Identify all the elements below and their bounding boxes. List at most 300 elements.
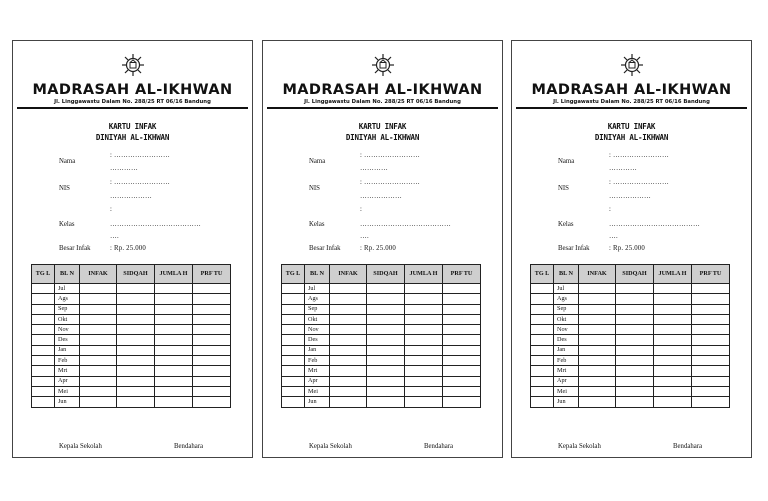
table-header-cell: SIDQAH — [367, 265, 405, 284]
table-cell — [579, 345, 616, 355]
month-cell: Ags — [554, 294, 579, 304]
table-row — [531, 386, 730, 396]
kelas-label: Kelas — [558, 221, 574, 228]
infak-label: Besar Infak — [309, 245, 341, 252]
table-row — [32, 397, 231, 407]
table-cell — [616, 397, 654, 407]
table-cell — [155, 376, 193, 386]
card-subtitle: DINIYAH AL-IKHWAN — [95, 133, 170, 142]
month-cell: Des — [554, 335, 579, 345]
table-cell — [367, 376, 405, 386]
table-row — [531, 294, 730, 304]
infak-table — [530, 264, 730, 408]
table-row — [32, 356, 231, 366]
month-cell: Apr — [305, 376, 330, 386]
table-cell — [193, 335, 231, 345]
madrasah-emblem-icon — [620, 53, 644, 77]
table-row — [282, 356, 481, 366]
table-header-cell: INFAK — [80, 265, 117, 284]
table-cell — [32, 397, 55, 407]
table-cell — [32, 294, 55, 304]
month-cell: Sep — [55, 304, 80, 314]
infak-value: : Rp. 25.000 — [609, 245, 646, 252]
month-cell: Apr — [554, 376, 579, 386]
principal-signature-label: Kepala Sekolah — [309, 443, 352, 450]
month-cell: Apr — [55, 376, 80, 386]
table-row — [32, 284, 231, 294]
table-cell — [117, 345, 155, 355]
nama-value-cont: ………… — [360, 165, 388, 172]
principal-signature-label: Kepala Sekolah — [558, 443, 601, 450]
table-cell — [80, 284, 117, 294]
table-row — [32, 376, 231, 386]
table-cell — [330, 386, 367, 396]
month-cell: Jan — [305, 345, 330, 355]
table-cell — [531, 386, 554, 396]
table-cell — [443, 366, 481, 376]
table-cell — [531, 345, 554, 355]
table-header-cell: SIDQAH — [117, 265, 155, 284]
table-cell — [282, 284, 305, 294]
table-cell — [531, 397, 554, 407]
table-cell — [531, 304, 554, 314]
table-cell — [579, 386, 616, 396]
table-cell — [282, 335, 305, 345]
table-row — [531, 397, 730, 407]
nama-value-cont: ………… — [609, 165, 637, 172]
table-cell — [405, 397, 443, 407]
table-cell — [579, 397, 616, 407]
table-cell — [330, 314, 367, 324]
table-row — [282, 376, 481, 386]
month-cell: Mrt — [305, 366, 330, 376]
table-cell — [405, 304, 443, 314]
table-cell — [330, 304, 367, 314]
table-cell — [692, 325, 730, 335]
table-cell — [155, 304, 193, 314]
table-cell — [405, 376, 443, 386]
table-cell — [531, 325, 554, 335]
table-cell — [117, 284, 155, 294]
table-cell — [80, 376, 117, 386]
table-cell — [367, 345, 405, 355]
table-row — [32, 386, 231, 396]
table-cell — [80, 294, 117, 304]
table-cell — [579, 356, 616, 366]
table-cell — [367, 386, 405, 396]
table-row — [531, 284, 730, 294]
table-cell — [330, 325, 367, 335]
month-cell: Okt — [305, 314, 330, 324]
kelas-label: Kelas — [309, 221, 325, 228]
table-row — [282, 294, 481, 304]
table-cell — [155, 284, 193, 294]
table-header-cell: BL N — [554, 265, 579, 284]
card-title: KARTU INFAK — [607, 122, 656, 131]
table-cell — [654, 366, 692, 376]
table-cell — [80, 345, 117, 355]
nama-value: : …………………… — [609, 152, 669, 159]
table-cell — [155, 345, 193, 355]
month-cell: Feb — [55, 356, 80, 366]
table-cell — [117, 366, 155, 376]
table-cell — [32, 325, 55, 335]
table-cell — [155, 314, 193, 324]
madrasah-emblem-icon — [121, 53, 145, 77]
card-title: KARTU INFAK — [108, 122, 157, 131]
table-header-cell: BL N — [55, 265, 80, 284]
table-header-cell: BL N — [305, 265, 330, 284]
table-cell — [654, 376, 692, 386]
nama-label: Nama — [59, 158, 76, 165]
table-row — [531, 345, 730, 355]
separator-colon: : — [110, 206, 113, 213]
table-cell — [692, 366, 730, 376]
table-cell — [193, 366, 231, 376]
kelas-value: ………………………………… — [609, 221, 700, 228]
table-cell — [330, 284, 367, 294]
table-cell — [616, 284, 654, 294]
table-cell — [330, 356, 367, 366]
table-row — [32, 304, 231, 314]
card-subtitle: DINIYAH AL-IKHWAN — [345, 133, 420, 142]
table-cell — [80, 314, 117, 324]
month-cell: Jul — [55, 284, 80, 294]
table-cell — [616, 356, 654, 366]
madrasah-emblem-icon — [371, 53, 395, 77]
month-cell: Jul — [554, 284, 579, 294]
table-cell — [443, 335, 481, 345]
kelas-value: ………………………………… — [360, 221, 451, 228]
table-cell — [193, 356, 231, 366]
table-cell — [654, 345, 692, 355]
table-cell — [117, 294, 155, 304]
table-cell — [531, 376, 554, 386]
table-cell — [443, 284, 481, 294]
table-cell — [405, 386, 443, 396]
infak-value: : Rp. 25.000 — [360, 245, 397, 252]
table-cell — [443, 397, 481, 407]
month-cell: Des — [55, 335, 80, 345]
table-cell — [330, 335, 367, 345]
kelas-value-cont: …. — [110, 233, 119, 240]
table-cell — [692, 304, 730, 314]
table-row — [32, 335, 231, 345]
table-header-cell: INFAK — [330, 265, 367, 284]
table-cell — [531, 294, 554, 304]
table-cell — [80, 366, 117, 376]
header-divider — [17, 107, 248, 109]
table-header-row — [282, 265, 481, 284]
separator-colon: : — [360, 206, 363, 213]
table-cell — [443, 294, 481, 304]
table-cell — [654, 294, 692, 304]
kelas-value: ………………………………… — [110, 221, 201, 228]
table-cell — [32, 386, 55, 396]
table-cell — [282, 376, 305, 386]
table-header-cell: PRF TU — [193, 265, 231, 284]
table-row — [282, 314, 481, 324]
nis-value-cont: ……………… — [609, 193, 651, 200]
school-name: MADRASAH AL-IKHWAN — [531, 82, 732, 98]
table-cell — [579, 314, 616, 324]
table-header-cell: PRF TU — [443, 265, 481, 284]
nis-value: : …………………… — [609, 179, 669, 186]
table-cell — [32, 376, 55, 386]
table-cell — [367, 284, 405, 294]
school-name: MADRASAH AL-IKHWAN — [32, 82, 233, 98]
month-cell: Mei — [305, 386, 330, 396]
table-cell — [405, 366, 443, 376]
table-row — [282, 284, 481, 294]
table-cell — [531, 356, 554, 366]
month-cell: Jun — [55, 397, 80, 407]
table-header-cell: TG L — [282, 265, 305, 284]
table-row — [531, 366, 730, 376]
school-address: Jl. Linggawastu Dalam No. 288/25 RT 06/16 Bandung — [553, 99, 710, 105]
table-cell — [692, 294, 730, 304]
table-cell — [193, 314, 231, 324]
month-cell: Nov — [305, 325, 330, 335]
table-cell — [692, 284, 730, 294]
table-row — [32, 294, 231, 304]
treasurer-signature-label: Bendahara — [424, 443, 454, 450]
table-cell — [616, 325, 654, 335]
table-cell — [282, 366, 305, 376]
table-cell — [579, 294, 616, 304]
table-cell — [155, 294, 193, 304]
table-cell — [80, 397, 117, 407]
table-row — [32, 366, 231, 376]
month-cell: Jun — [305, 397, 330, 407]
table-header-cell: TG L — [531, 265, 554, 284]
table-cell — [367, 356, 405, 366]
table-row — [531, 325, 730, 335]
table-cell — [155, 335, 193, 345]
month-cell: Ags — [305, 294, 330, 304]
table-cell — [367, 314, 405, 324]
table-header-cell: JUMLA H — [405, 265, 443, 284]
table-cell — [282, 356, 305, 366]
infak-card-1 — [12, 40, 253, 458]
table-cell — [405, 325, 443, 335]
table-row — [282, 325, 481, 335]
month-cell: Okt — [55, 314, 80, 324]
table-row — [282, 335, 481, 345]
table-cell — [155, 397, 193, 407]
table-cell — [155, 325, 193, 335]
table-cell — [80, 356, 117, 366]
table-cell — [155, 366, 193, 376]
table-cell — [32, 345, 55, 355]
table-header-cell: PRF TU — [692, 265, 730, 284]
table-cell — [282, 294, 305, 304]
table-header-row — [531, 265, 730, 284]
infak-table — [31, 264, 231, 408]
separator-colon: : — [609, 206, 612, 213]
table-cell — [616, 386, 654, 396]
table-cell — [531, 314, 554, 324]
month-cell: Ags — [55, 294, 80, 304]
table-cell — [117, 376, 155, 386]
month-cell: Feb — [305, 356, 330, 366]
table-cell — [654, 356, 692, 366]
table-cell — [80, 335, 117, 345]
table-cell — [282, 345, 305, 355]
kelas-label: Kelas — [59, 221, 75, 228]
table-cell — [367, 366, 405, 376]
table-cell — [367, 335, 405, 345]
nis-label: NIS — [309, 185, 320, 192]
table-cell — [443, 345, 481, 355]
table-cell — [193, 397, 231, 407]
month-cell: Feb — [554, 356, 579, 366]
card-subtitle: DINIYAH AL-IKHWAN — [594, 133, 669, 142]
table-cell — [117, 386, 155, 396]
table-cell — [531, 335, 554, 345]
table-cell — [616, 376, 654, 386]
infak-label: Besar Infak — [59, 245, 91, 252]
table-cell — [80, 325, 117, 335]
table-cell — [32, 284, 55, 294]
table-cell — [117, 356, 155, 366]
table-row — [282, 345, 481, 355]
table-cell — [330, 345, 367, 355]
table-cell — [405, 335, 443, 345]
table-cell — [579, 376, 616, 386]
table-cell — [579, 366, 616, 376]
table-cell — [443, 325, 481, 335]
table-cell — [367, 325, 405, 335]
table-cell — [193, 345, 231, 355]
table-cell — [330, 294, 367, 304]
table-cell — [193, 376, 231, 386]
month-cell: Des — [305, 335, 330, 345]
month-cell: Mei — [554, 386, 579, 396]
month-cell: Mrt — [55, 366, 80, 376]
table-cell — [405, 294, 443, 304]
nama-value-cont: ………… — [110, 165, 138, 172]
table-cell — [692, 376, 730, 386]
table-cell — [654, 386, 692, 396]
table-cell — [367, 294, 405, 304]
table-cell — [193, 304, 231, 314]
table-cell — [654, 325, 692, 335]
kelas-value-cont: …. — [609, 233, 618, 240]
table-row — [282, 386, 481, 396]
table-cell — [692, 397, 730, 407]
month-cell: Jan — [554, 345, 579, 355]
table-cell — [616, 345, 654, 355]
table-cell — [32, 356, 55, 366]
principal-signature-label: Kepala Sekolah — [59, 443, 102, 450]
nis-value: : …………………… — [360, 179, 420, 186]
table-cell — [117, 314, 155, 324]
table-header-cell: SIDQAH — [616, 265, 654, 284]
table-cell — [616, 314, 654, 324]
table-cell — [330, 397, 367, 407]
table-row — [282, 397, 481, 407]
table-cell — [692, 314, 730, 324]
table-cell — [579, 304, 616, 314]
infak-value: : Rp. 25.000 — [110, 245, 147, 252]
table-cell — [616, 335, 654, 345]
treasurer-signature-label: Bendahara — [673, 443, 703, 450]
table-cell — [80, 304, 117, 314]
table-cell — [531, 366, 554, 376]
month-cell: Mei — [55, 386, 80, 396]
infak-table — [281, 264, 481, 408]
nis-label: NIS — [59, 185, 70, 192]
nama-label: Nama — [309, 158, 326, 165]
table-cell — [282, 314, 305, 324]
table-header-row — [32, 265, 231, 284]
table-cell — [692, 386, 730, 396]
table-header-cell: TG L — [32, 265, 55, 284]
infak-card-3 — [511, 40, 752, 458]
table-cell — [117, 325, 155, 335]
table-header-cell: JUMLA H — [654, 265, 692, 284]
table-cell — [193, 325, 231, 335]
month-cell: Nov — [554, 325, 579, 335]
table-row — [282, 304, 481, 314]
table-row — [531, 376, 730, 386]
table-cell — [80, 386, 117, 396]
table-cell — [692, 356, 730, 366]
table-cell — [193, 386, 231, 396]
table-cell — [654, 335, 692, 345]
month-cell: Jan — [55, 345, 80, 355]
table-cell — [155, 356, 193, 366]
kelas-value-cont: …. — [360, 233, 369, 240]
table-cell — [367, 304, 405, 314]
table-cell — [32, 304, 55, 314]
month-cell: Okt — [554, 314, 579, 324]
table-cell — [117, 304, 155, 314]
month-cell: Jul — [305, 284, 330, 294]
table-cell — [193, 294, 231, 304]
table-cell — [405, 284, 443, 294]
table-row — [531, 314, 730, 324]
table-cell — [616, 294, 654, 304]
table-cell — [32, 366, 55, 376]
table-row — [282, 366, 481, 376]
table-cell — [579, 284, 616, 294]
table-row — [531, 304, 730, 314]
month-cell: Mrt — [554, 366, 579, 376]
table-cell — [692, 345, 730, 355]
nis-value-cont: ……………… — [360, 193, 402, 200]
table-cell — [405, 314, 443, 324]
infak-card-2 — [262, 40, 503, 458]
school-name: MADRASAH AL-IKHWAN — [282, 82, 483, 98]
table-cell — [117, 335, 155, 345]
table-cell — [692, 335, 730, 345]
table-cell — [654, 284, 692, 294]
table-row — [32, 314, 231, 324]
table-cell — [282, 325, 305, 335]
month-cell: Sep — [305, 304, 330, 314]
table-cell — [367, 397, 405, 407]
header-divider — [267, 107, 498, 109]
table-cell — [282, 386, 305, 396]
table-cell — [282, 304, 305, 314]
month-cell: Jun — [554, 397, 579, 407]
table-cell — [330, 376, 367, 386]
infak-label: Besar Infak — [558, 245, 590, 252]
table-cell — [443, 304, 481, 314]
table-cell — [654, 314, 692, 324]
